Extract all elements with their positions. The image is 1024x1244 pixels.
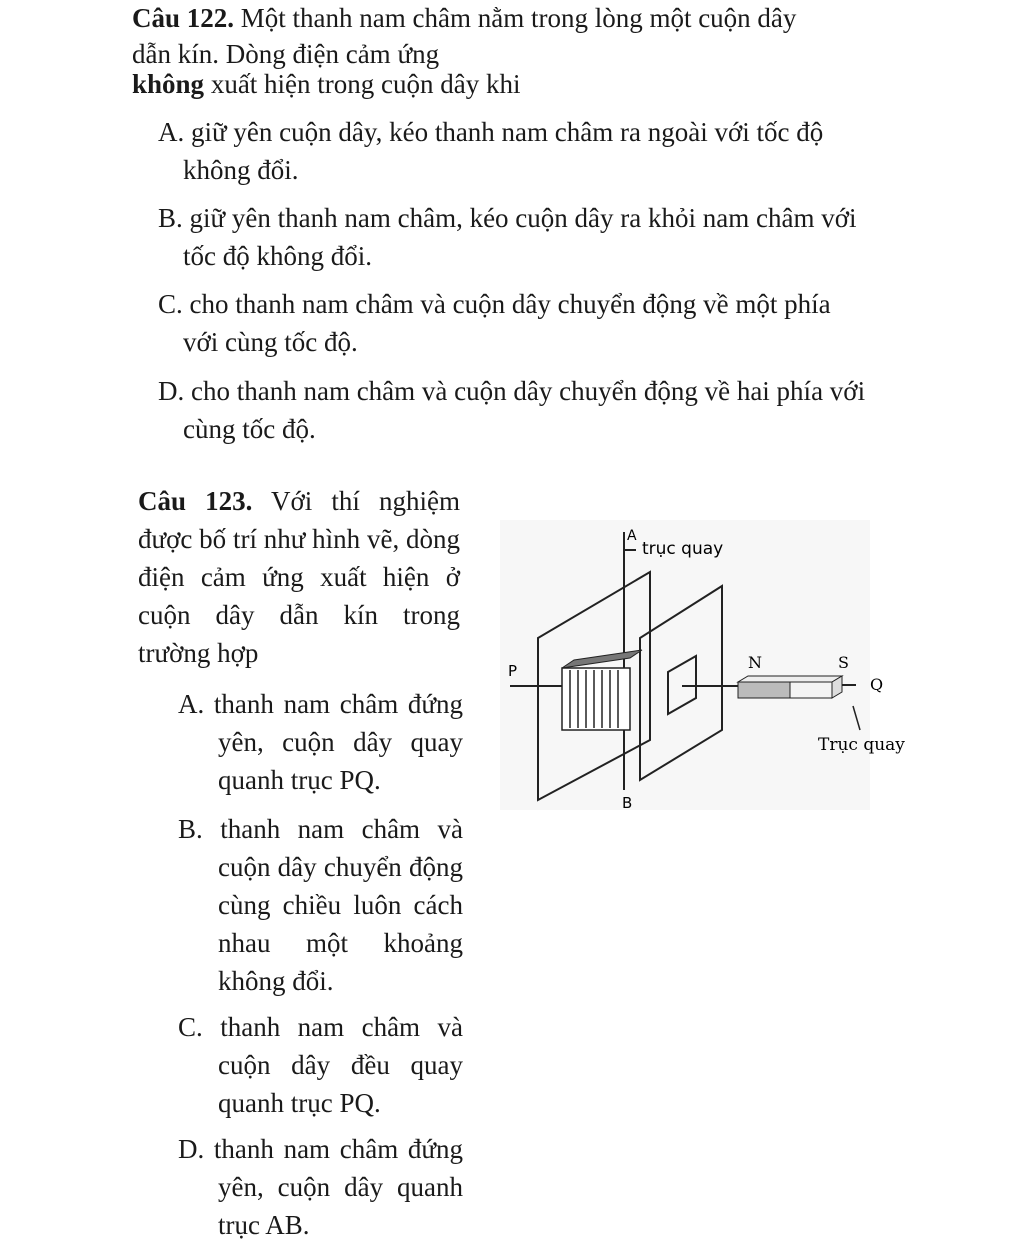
q122-option-a-line2: không đổi.	[183, 155, 299, 185]
magnet-top	[738, 676, 842, 682]
q122-option-c-line2: với cùng tốc độ.	[183, 327, 358, 357]
experiment-figure	[500, 510, 920, 820]
coil-front	[562, 668, 630, 730]
label-n: N	[748, 653, 762, 672]
magnet-n-pole	[738, 682, 790, 698]
q122-option-d-line2: cùng tốc độ.	[183, 414, 316, 444]
question-123-stem: Câu 123. Với thí nghiệm được bố trí như hình vẽ, dòng điện cảm ứng xuất hiện ở cuộn dây dẫn kín trong trường hợp	[138, 486, 461, 668]
label-s: S	[838, 653, 849, 672]
label-q: Q	[870, 675, 884, 694]
label-axis-right: Trục quay	[818, 735, 905, 755]
q122-stem-line3: không xuất hiện trong cuộn dây khi	[132, 69, 521, 99]
q122-option-b-line1: B. giữ yên thanh nam châm, kéo cuộn dây ra khỏi nam châm với	[158, 203, 857, 233]
magnet-s-pole	[790, 682, 832, 698]
q122-option-d-line1: D. cho thanh nam châm và cuộn dây chuyển động về hai phía với	[158, 376, 866, 406]
q123-option-a: A. thanh nam châm đứng yên, cuộn dây quay quanh trục PQ.	[178, 689, 463, 795]
label-a: A	[627, 528, 637, 544]
q123-option-d: D. thanh nam châm đứng yên, cuộn dây quanh trục AB.	[178, 1134, 463, 1240]
q123-option-c: C. thanh nam châm và cuộn dây đều quay quanh trục PQ.	[178, 1012, 463, 1118]
q122-stem-line2: dẫn kín. Dòng điện cảm ứng	[132, 39, 440, 69]
q122-option-a-line1: A. giữ yên cuộn dây, kéo thanh nam châm ra ngoài với tốc độ	[158, 117, 824, 147]
q122-stem-line1: Câu 122. Một thanh nam châm nằm trong lòng một cuộn dây	[132, 3, 797, 33]
q122-option-c-line1: C. cho thanh nam châm và cuộn dây chuyển động về một phía	[158, 289, 831, 319]
q122-label: Câu 122.	[132, 3, 235, 33]
figure-background	[500, 520, 870, 810]
label-axis-top: trục quay	[642, 539, 724, 559]
label-p: P	[508, 662, 518, 680]
q123-label: Câu 123.	[138, 486, 253, 516]
q123-option-b: B. thanh nam châm và cuộn dây chuyển động cùng chiều luôn cách nhau một khoảng không đổi.	[178, 814, 463, 996]
label-b: B	[622, 794, 633, 812]
q122-option-b-line2: tốc độ không đổi.	[183, 241, 372, 271]
